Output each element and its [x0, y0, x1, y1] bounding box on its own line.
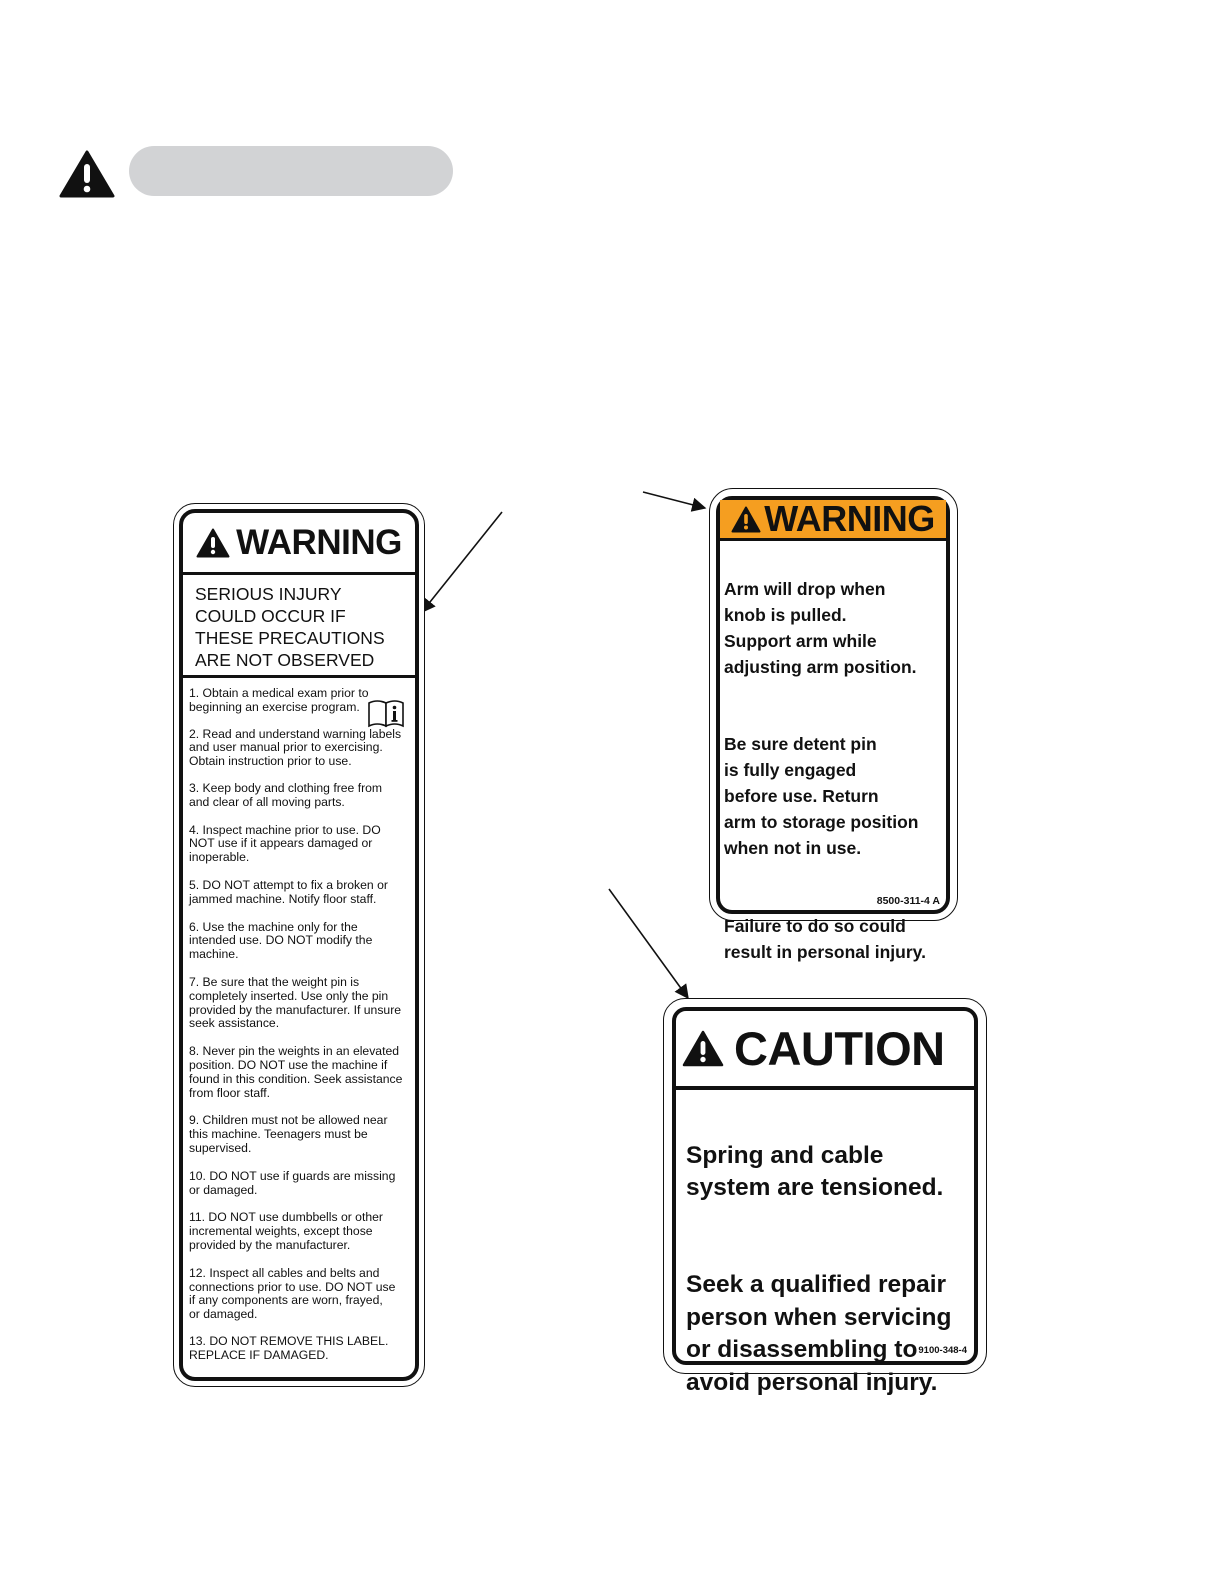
list-item: 11. DO NOT use dumbbells or other incremental weights, except those provided by the manufacturer. — [189, 1210, 383, 1252]
list-item: 2. Read and understand warning labels and user manual prior to exercising. Obtain instruction prior to use. — [189, 726, 402, 769]
signal-word: WARNING — [236, 523, 402, 562]
arrow-to-tall-warning — [422, 512, 502, 612]
list-item: 10. DO NOT use if guards are missing or damaged. — [189, 1168, 396, 1197]
tall-warning-header — [183, 513, 415, 575]
signal-word: CAUTION — [734, 1022, 945, 1075]
list-item: 9. Children must not be allowed near this machine. Teenagers must be supervised. — [189, 1113, 388, 1155]
message-paragraph: Arm will drop when knob is pulled. Support arm while adjusting arm position. — [724, 578, 917, 677]
message-paragraph: Spring and cable system are tensioned. — [686, 1141, 944, 1201]
tall-warning-label — [173, 503, 425, 1387]
orange-warning-label — [709, 488, 958, 962]
caution-header — [676, 1011, 974, 1090]
subheading: SERIOUS INJURY COULD OCCUR IF THESE PRECAUTIONS ARE NOT OBSERVED — [183, 575, 415, 678]
warning-triangle-icon — [59, 150, 115, 198]
list-item: 8. Never pin the weights in an elevated position. DO NOT use the machine if found in this condition. Seek assistance from floor staff. — [189, 1044, 403, 1100]
message-paragraph: Failure to do so could result in personal injury. — [724, 915, 926, 962]
caution-message — [676, 1090, 974, 1432]
list-item: 6. Use the machine only for the intended use. DO NOT modify the machine. — [189, 919, 373, 962]
message-paragraph: Be sure detent pin is fully engaged before use. Return arm to storage position when not in use. — [724, 734, 919, 858]
list-item: 4. Inspect machine prior to use. DO NOT use if it appears damaged or inoperable. — [189, 822, 381, 865]
message-paragraph: Seek a qualified repair person when servicing or disassembling to avoid personal injury. — [686, 1271, 952, 1396]
list-item: 5. DO NOT attempt to fix a broken or jammed machine. Notify floor staff. — [189, 877, 388, 906]
precaution-list — [183, 678, 415, 1362]
signal-word: WARNING — [764, 498, 935, 539]
list-item: 13. DO NOT REMOVE THIS LABEL. REPLACE IF DAMAGED. — [189, 1333, 389, 1362]
warning-triangle-icon — [682, 1030, 724, 1067]
list-item: 1. Obtain a medical exam prior to beginning an exercise program. — [189, 686, 369, 714]
list-item: 3. Keep body and clothing free from and clear of all moving parts. — [189, 780, 383, 809]
section-heading-bar — [129, 146, 453, 196]
part-number: 8500-311-4 A — [876, 895, 940, 907]
arrow-to-caution — [609, 889, 688, 998]
arrow-to-orange-warning — [643, 492, 705, 508]
part-number: 9100-348-4 — [918, 1345, 967, 1356]
orange-warning-header — [720, 500, 946, 541]
warning-triangle-icon — [731, 506, 761, 533]
warning-triangle-icon — [196, 528, 230, 558]
list-item: 12. Inspect all cables and belts and connections prior to use. DO NOT use if any components are worn, frayed, or damaged. — [189, 1265, 396, 1322]
caution-label — [663, 998, 987, 1396]
warning-message — [720, 541, 946, 991]
list-item: 7. Be sure that the weight pin is completely inserted. Use only the pin provided by the manufacturer. If unsure seek assistance. — [189, 974, 402, 1031]
manual-info-icon — [367, 698, 405, 728]
